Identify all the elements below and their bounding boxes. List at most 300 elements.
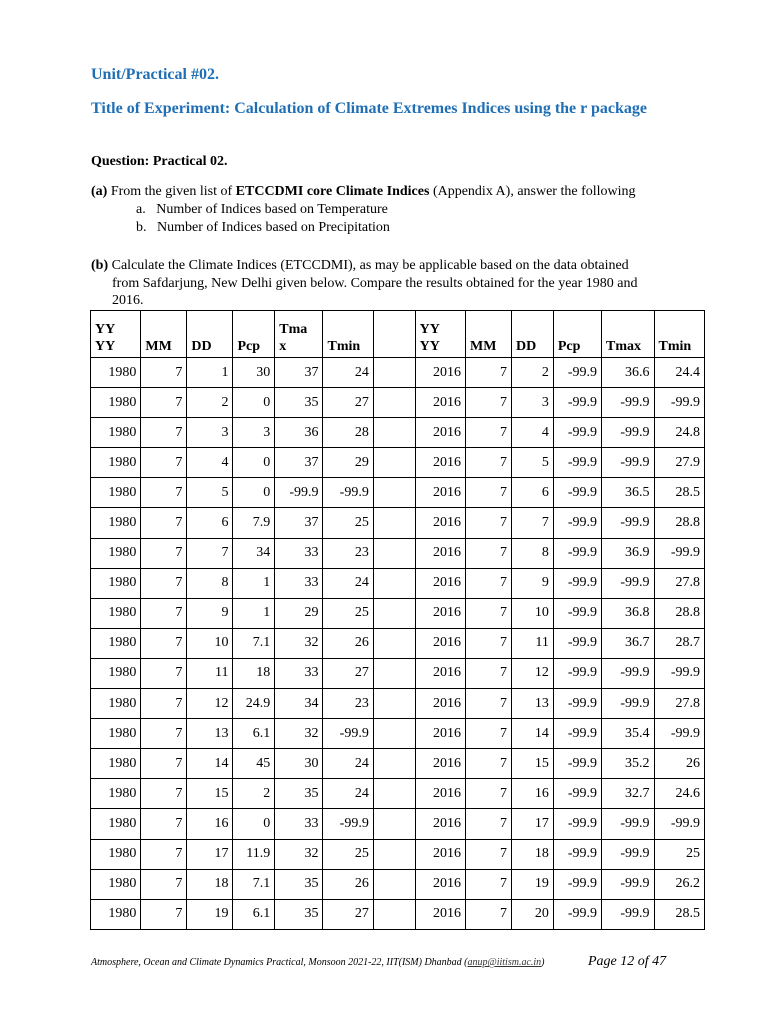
header-tmin-2016: Tmin (654, 311, 704, 358)
table-cell: 1 (187, 358, 233, 388)
table-row (91, 508, 705, 538)
table-row (91, 689, 705, 719)
table-cell: 35.2 (602, 749, 655, 779)
header-pcp-2016: Pcp (553, 311, 601, 358)
table-cell: 1980 (91, 689, 141, 719)
table-cell: 36 (275, 418, 323, 448)
table-cell: 14 (512, 719, 554, 749)
table-row (91, 719, 705, 749)
table-cell: 7 (141, 508, 187, 538)
header-tmax-2016: Tmax (602, 311, 655, 358)
question-heading: Question: Practical 02. (91, 154, 228, 169)
table-cell: 1980 (91, 628, 141, 658)
table-cell: 24 (323, 358, 373, 388)
header-tmax-1980: Tma x (275, 311, 323, 358)
separator-cell (373, 418, 415, 448)
table-cell: 34 (275, 689, 323, 719)
table-cell: 7 (465, 899, 511, 929)
table-cell: 37 (275, 508, 323, 538)
table-cell: 26 (323, 869, 373, 899)
table-cell: 2 (233, 779, 275, 809)
separator-cell (373, 689, 415, 719)
table-cell: 26.2 (654, 869, 704, 899)
question-part-b (91, 257, 701, 310)
table-cell: 2016 (415, 538, 465, 568)
table-cell: -99.9 (553, 418, 601, 448)
separator-cell (373, 358, 415, 388)
table-row (91, 839, 705, 869)
table-cell: 29 (275, 598, 323, 628)
table-cell: 24 (323, 779, 373, 809)
table-cell: 12 (512, 658, 554, 688)
table-cell: 8 (187, 568, 233, 598)
part-b-label: (b) (91, 258, 109, 273)
table-cell: -99.9 (275, 478, 323, 508)
table-cell: 45 (233, 749, 275, 779)
separator-cell (373, 869, 415, 899)
table-cell: 24.9 (233, 689, 275, 719)
table-cell: 23 (323, 538, 373, 568)
table-row (91, 628, 705, 658)
table-cell: 19 (187, 899, 233, 929)
table-row (91, 568, 705, 598)
table-cell: 6.1 (233, 899, 275, 929)
table-cell: 10 (512, 598, 554, 628)
table-cell: -99.9 (553, 839, 601, 869)
table-cell: 1980 (91, 839, 141, 869)
part-a-text-after: (Appendix A), answer the following (429, 184, 636, 199)
table-cell: 15 (512, 749, 554, 779)
separator-cell (373, 899, 415, 929)
table-cell: 25 (323, 839, 373, 869)
table-cell: 25 (323, 598, 373, 628)
table-cell: 33 (275, 658, 323, 688)
header-separator (373, 311, 415, 358)
footer-close: ) (541, 957, 545, 968)
table-cell: 7 (465, 448, 511, 478)
table-cell: 7 (141, 418, 187, 448)
table-cell: -99.9 (323, 809, 373, 839)
table-cell: 2016 (415, 388, 465, 418)
table-cell: 7 (465, 839, 511, 869)
separator-cell (373, 448, 415, 478)
table-cell: 1 (233, 568, 275, 598)
table-cell: 27 (323, 899, 373, 929)
part-b-line-3: 2016. (112, 293, 144, 308)
table-cell: 27.9 (654, 448, 704, 478)
table-cell: 37 (275, 448, 323, 478)
table-cell: -99.9 (323, 719, 373, 749)
separator-cell (373, 719, 415, 749)
table-cell: 3 (512, 388, 554, 418)
table-cell: 4 (512, 418, 554, 448)
table-cell: 7 (141, 448, 187, 478)
table-cell: 29 (323, 448, 373, 478)
table-cell: 0 (233, 388, 275, 418)
table-cell: 35 (275, 899, 323, 929)
table-cell: 7 (187, 538, 233, 568)
question-part-a (91, 183, 711, 201)
table-cell: 2016 (415, 899, 465, 929)
table-cell: -99.9 (654, 538, 704, 568)
table-cell: 24.8 (654, 418, 704, 448)
table-cell: 7 (465, 568, 511, 598)
table-cell: 7 (141, 598, 187, 628)
table-cell: 33 (275, 809, 323, 839)
table-cell: 1980 (91, 568, 141, 598)
table-cell: 32 (275, 839, 323, 869)
header-dd-1980: DD (187, 311, 233, 358)
table-cell: -99.9 (553, 809, 601, 839)
table-cell: 32 (275, 628, 323, 658)
table-cell: 7 (141, 899, 187, 929)
table-body (91, 358, 705, 930)
table-cell: 34 (233, 538, 275, 568)
table-cell: 26 (323, 628, 373, 658)
table-cell: -99.9 (553, 869, 601, 899)
table-cell: 20 (512, 899, 554, 929)
table-cell: 2016 (415, 478, 465, 508)
table-cell: 1 (233, 598, 275, 628)
table-cell: 7 (465, 719, 511, 749)
table-cell: -99.9 (553, 689, 601, 719)
table-row (91, 899, 705, 929)
table-cell: 36.5 (602, 478, 655, 508)
table-cell: -99.9 (553, 538, 601, 568)
table-row (91, 869, 705, 899)
table-cell: 1980 (91, 478, 141, 508)
table-cell: 7 (141, 388, 187, 418)
table-cell: -99.9 (553, 388, 601, 418)
table-cell: 25 (323, 508, 373, 538)
table-cell: 27 (323, 388, 373, 418)
table-cell: 2016 (415, 418, 465, 448)
table-cell: 7 (141, 779, 187, 809)
part-a-item-b: b. Number of Indices based on Precipitation (136, 220, 390, 235)
table-row (91, 779, 705, 809)
table-cell: -99.9 (553, 658, 601, 688)
table-cell: 7 (465, 358, 511, 388)
table-cell: 30 (275, 749, 323, 779)
table-cell: 1980 (91, 418, 141, 448)
table-cell: 2016 (415, 448, 465, 478)
table-cell: 2016 (415, 839, 465, 869)
part-a-bold: ETCCDMI core Climate Indices (235, 184, 430, 199)
table-cell: -99.9 (553, 719, 601, 749)
table-cell: -99.9 (323, 478, 373, 508)
table-cell: 36.9 (602, 538, 655, 568)
table-cell: 28.8 (654, 598, 704, 628)
table-cell: 2016 (415, 628, 465, 658)
table-cell: 26 (654, 749, 704, 779)
experiment-title: Title of Experiment: Calculation of Climate Extremes Indices using the r package (91, 100, 647, 117)
table-cell: 28.8 (654, 508, 704, 538)
table-cell: -99.9 (602, 418, 655, 448)
separator-cell (373, 508, 415, 538)
table-cell: 7 (512, 508, 554, 538)
table-cell: 7.1 (233, 628, 275, 658)
table-cell: 2 (187, 388, 233, 418)
table-cell: 9 (187, 598, 233, 628)
table-cell: 35 (275, 779, 323, 809)
table-cell: 1980 (91, 358, 141, 388)
table-cell: 24.4 (654, 358, 704, 388)
table-cell: -99.9 (553, 749, 601, 779)
separator-cell (373, 809, 415, 839)
table-cell: 30 (233, 358, 275, 388)
table-cell: 37 (275, 358, 323, 388)
table-cell: 1980 (91, 508, 141, 538)
page-number: Page 12 of 47 (588, 954, 667, 969)
table-cell: 27.8 (654, 689, 704, 719)
table-cell: -99.9 (654, 388, 704, 418)
table-cell: 0 (233, 809, 275, 839)
separator-cell (373, 779, 415, 809)
table-cell: 7 (465, 809, 511, 839)
table-cell: 33 (275, 538, 323, 568)
table-cell: 11 (512, 628, 554, 658)
header-yy-1980: YY YY (91, 311, 141, 358)
table-cell: 24.6 (654, 779, 704, 809)
table-cell: 7 (141, 658, 187, 688)
table-cell: 15 (187, 779, 233, 809)
table-cell: 1980 (91, 809, 141, 839)
table-cell: 12 (187, 689, 233, 719)
table-cell: -99.9 (602, 508, 655, 538)
table-cell: 2016 (415, 598, 465, 628)
table-cell: -99.9 (553, 568, 601, 598)
table-cell: 7 (141, 628, 187, 658)
table-cell: -99.9 (602, 899, 655, 929)
table-cell: 35 (275, 388, 323, 418)
table-cell: 7 (465, 598, 511, 628)
table-cell: 7 (465, 478, 511, 508)
table-cell: 0 (233, 478, 275, 508)
table-cell: -99.9 (553, 478, 601, 508)
table-cell: 1980 (91, 899, 141, 929)
table-row (91, 358, 705, 388)
header-pcp-1980: Pcp (233, 311, 275, 358)
table-cell: 7 (141, 809, 187, 839)
table-cell: 7 (465, 689, 511, 719)
table-cell: -99.9 (553, 779, 601, 809)
table-cell: 13 (187, 719, 233, 749)
table-cell: -99.9 (602, 839, 655, 869)
table-cell: -99.9 (654, 809, 704, 839)
table-cell: 2016 (415, 779, 465, 809)
table-cell: 23 (323, 689, 373, 719)
table-cell: -99.9 (553, 899, 601, 929)
table-cell: 17 (512, 809, 554, 839)
table-cell: 16 (187, 809, 233, 839)
table-header-row (91, 311, 705, 358)
table-cell: 17 (187, 839, 233, 869)
separator-cell (373, 749, 415, 779)
table-cell: 7 (465, 388, 511, 418)
table-cell: -99.9 (602, 869, 655, 899)
table-row (91, 388, 705, 418)
table-cell: 2016 (415, 508, 465, 538)
table-cell: 35.4 (602, 719, 655, 749)
climate-data-table (90, 310, 705, 930)
footer-email-link[interactable]: anup@iitism.ac.in (467, 957, 542, 968)
table-cell: 2016 (415, 689, 465, 719)
table-row (91, 418, 705, 448)
table-row (91, 478, 705, 508)
table-cell: 28 (323, 418, 373, 448)
table-cell: -99.9 (553, 598, 601, 628)
part-a-label: (a) (91, 184, 108, 199)
table-cell: 2016 (415, 749, 465, 779)
table-cell: 7 (465, 628, 511, 658)
table-cell: 7 (465, 779, 511, 809)
table-cell: -99.9 (602, 448, 655, 478)
part-a-text-before: From the given list of (110, 184, 236, 199)
table-row (91, 658, 705, 688)
table-cell: -99.9 (553, 508, 601, 538)
table-row (91, 749, 705, 779)
table-cell: 25 (654, 839, 704, 869)
table-cell: -99.9 (602, 809, 655, 839)
table-cell: 7 (465, 508, 511, 538)
header-mm-2016: MM (465, 311, 511, 358)
table-cell: -99.9 (553, 448, 601, 478)
table-cell: 7 (141, 719, 187, 749)
separator-cell (373, 388, 415, 418)
table-cell: 35 (275, 869, 323, 899)
table-cell: 7 (465, 749, 511, 779)
table-cell: 2016 (415, 568, 465, 598)
part-b-line-1: Calculate the Climate Indices (ETCCDMI), as may be applicable based on the data obtained (108, 258, 629, 273)
table-cell: -99.9 (553, 358, 601, 388)
table-cell: 2 (512, 358, 554, 388)
table-cell: 19 (512, 869, 554, 899)
table-cell: 7 (141, 478, 187, 508)
table-cell: 7 (141, 869, 187, 899)
header-yy-2016: YY YY (415, 311, 465, 358)
table-cell: 7 (141, 358, 187, 388)
separator-cell (373, 628, 415, 658)
table-cell: 2016 (415, 658, 465, 688)
table-cell: -99.9 (654, 719, 704, 749)
table-cell: 18 (512, 839, 554, 869)
table-cell: 11 (187, 658, 233, 688)
table-cell: 9 (512, 568, 554, 598)
table-cell: 7 (141, 689, 187, 719)
header-tmin-1980: Tmin (323, 311, 373, 358)
table-cell: 36.6 (602, 358, 655, 388)
part-a-item-a: a. Number of Indices based on Temperature (136, 202, 388, 217)
separator-cell (373, 598, 415, 628)
table-cell: 7 (141, 538, 187, 568)
table-cell: 7 (465, 869, 511, 899)
table-cell: 36.8 (602, 598, 655, 628)
table-cell: 13 (512, 689, 554, 719)
table-cell: 36.7 (602, 628, 655, 658)
table-cell: 3 (187, 418, 233, 448)
table-cell: 2016 (415, 809, 465, 839)
table-cell: 1980 (91, 538, 141, 568)
table-cell: -99.9 (553, 628, 601, 658)
table-cell: 10 (187, 628, 233, 658)
table-cell: 16 (512, 779, 554, 809)
table-cell: 24 (323, 749, 373, 779)
table-cell: 2016 (415, 869, 465, 899)
table-cell: 14 (187, 749, 233, 779)
separator-cell (373, 658, 415, 688)
table-cell: 3 (233, 418, 275, 448)
footer-text: Atmosphere, Ocean and Climate Dynamics Practical, Monsoon 2021-22, IIT(ISM) Dhanbad ( (91, 957, 468, 968)
table-cell: 7.1 (233, 869, 275, 899)
part-b-line-2: from Safdarjung, New Delhi given below. Compare the results obtained for the year 1980 and (112, 275, 638, 291)
table-cell: 5 (187, 478, 233, 508)
table-cell: 18 (187, 869, 233, 899)
table-row (91, 809, 705, 839)
table-cell: 1980 (91, 719, 141, 749)
separator-cell (373, 478, 415, 508)
table-cell: 1980 (91, 598, 141, 628)
table-cell: 1980 (91, 749, 141, 779)
table-cell: 7 (465, 538, 511, 568)
table-cell: 1980 (91, 779, 141, 809)
table-cell: -99.9 (602, 689, 655, 719)
table-cell: 6 (512, 478, 554, 508)
table-cell: 5 (512, 448, 554, 478)
table-cell: 7 (141, 568, 187, 598)
table-row (91, 538, 705, 568)
table-cell: 1980 (91, 448, 141, 478)
table-cell: 32.7 (602, 779, 655, 809)
table-cell: 27.8 (654, 568, 704, 598)
header-mm-1980: MM (141, 311, 187, 358)
table-cell: 28.5 (654, 899, 704, 929)
table-cell: 7 (465, 658, 511, 688)
separator-cell (373, 538, 415, 568)
separator-cell (373, 568, 415, 598)
table-cell: 28.5 (654, 478, 704, 508)
table-cell: 8 (512, 538, 554, 568)
table-cell: 32 (275, 719, 323, 749)
table-cell: 2016 (415, 358, 465, 388)
table-cell: 7.9 (233, 508, 275, 538)
table-cell: 11.9 (233, 839, 275, 869)
table-cell: 33 (275, 568, 323, 598)
table-cell: 7 (141, 839, 187, 869)
table-cell: 4 (187, 448, 233, 478)
table-cell: 18 (233, 658, 275, 688)
table-cell: 1980 (91, 869, 141, 899)
table-cell: 28.7 (654, 628, 704, 658)
table-row (91, 448, 705, 478)
table-cell: 7 (141, 749, 187, 779)
table-cell: 6.1 (233, 719, 275, 749)
table-cell: 1980 (91, 388, 141, 418)
table-row (91, 598, 705, 628)
unit-heading: Unit/Practical #02. (91, 66, 219, 83)
table-cell: 2016 (415, 719, 465, 749)
table-cell: -99.9 (654, 658, 704, 688)
table-cell: -99.9 (602, 658, 655, 688)
table-cell: 0 (233, 448, 275, 478)
table-cell: 24 (323, 568, 373, 598)
table-cell: -99.9 (602, 388, 655, 418)
table-cell: 27 (323, 658, 373, 688)
table-cell: 1980 (91, 658, 141, 688)
separator-cell (373, 839, 415, 869)
table-cell: -99.9 (602, 568, 655, 598)
table-cell: 6 (187, 508, 233, 538)
header-dd-2016: DD (512, 311, 554, 358)
